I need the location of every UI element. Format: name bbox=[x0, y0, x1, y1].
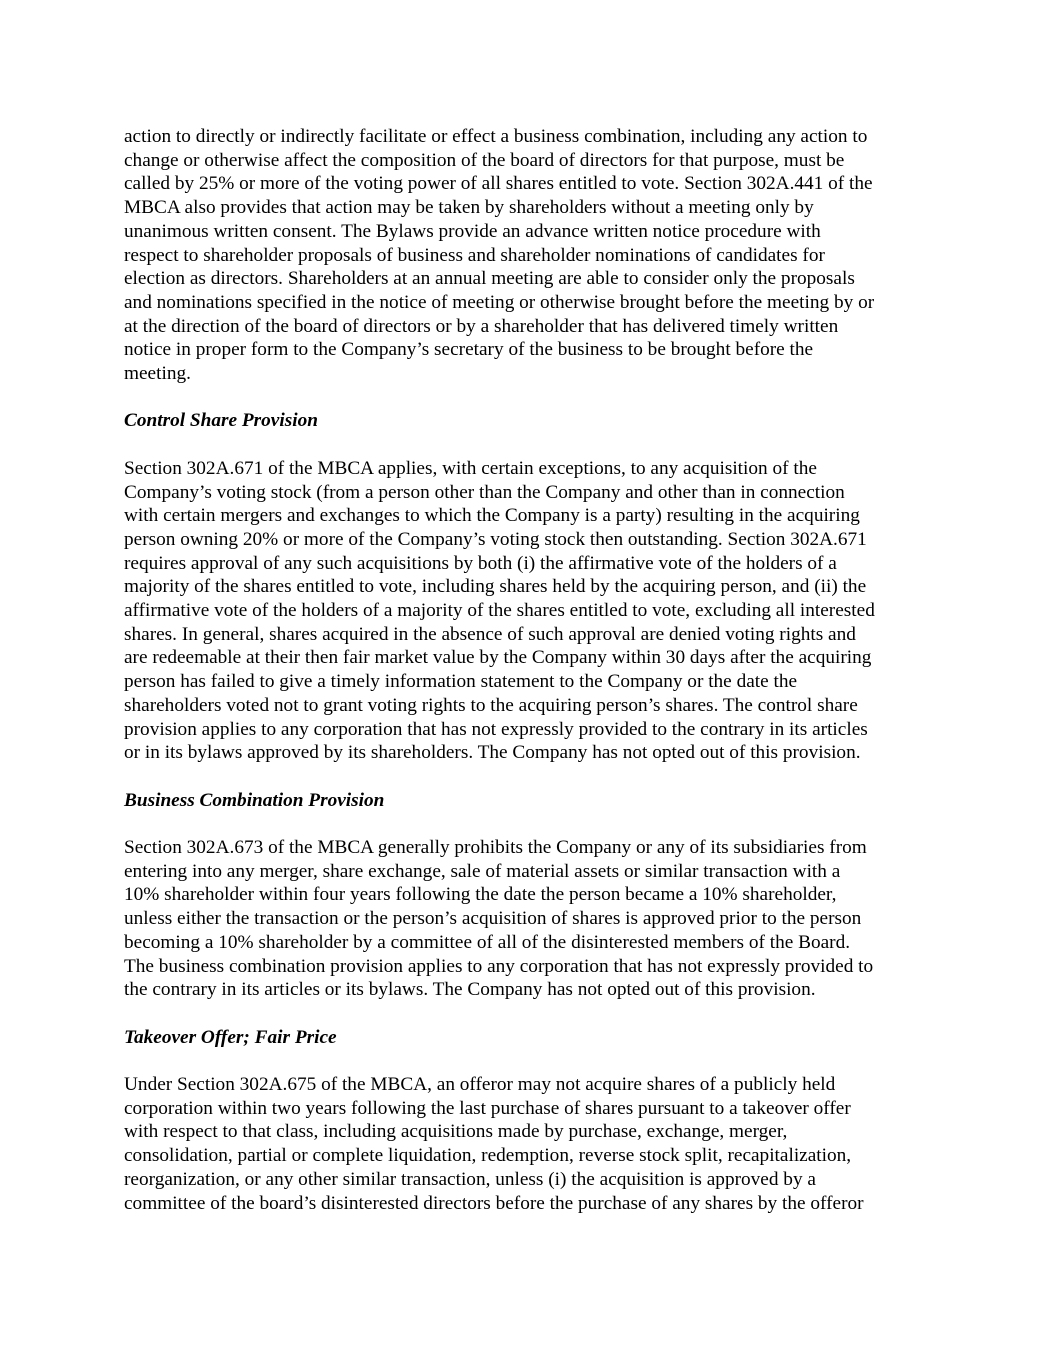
text-line: requires approval of any such acquisitions by both (i) the affirmative vote of the holders of a bbox=[124, 552, 837, 574]
text-line: election as directors. Shareholders at an annual meeting are able to consider only the proposals bbox=[124, 268, 855, 290]
text-line: called by 25% or more of the voting power of all shares entitled to vote. Section 302A.441 of the bbox=[124, 173, 873, 195]
text-line: the contrary in its articles or its bylaws. The Company has not opted out of this provision. bbox=[124, 979, 816, 1001]
section-heading-business-combination: Business Combination Provision bbox=[124, 789, 385, 811]
text-line: shares. In general, shares acquired in the absence of such approval are denied voting rights and bbox=[124, 623, 856, 645]
text-line: respect to shareholder proposals of business and shareholder nominations of candidates for bbox=[124, 244, 825, 266]
text-line: committee of the board’s disinterested directors before the purchase of any shares by the offeror bbox=[124, 1192, 864, 1214]
text-line: majority of the shares entitled to vote, including shares held by the acquiring person, and (ii) the bbox=[124, 576, 867, 598]
text-line: meeting. bbox=[124, 363, 191, 385]
text-line: person has failed to give a timely information statement to the Company or the date the bbox=[124, 671, 798, 693]
text-line: consolidation, partial or complete liquidation, redemption, reverse stock split, recapitalization, bbox=[124, 1145, 852, 1167]
text-line: MBCA also provides that action may be taken by shareholders without a meeting only by bbox=[124, 197, 814, 219]
text-line: or in its bylaws approved by its shareholders. The Company has not opted out of this provision. bbox=[124, 742, 861, 764]
paragraph-business-combination bbox=[124, 836, 934, 1002]
text-line: notice in proper form to the Company’s secretary of the business to be brought before the bbox=[124, 339, 814, 361]
text-line: unless either the transaction or the person’s acquisition of shares is approved prior to the person bbox=[124, 908, 862, 930]
text-line: affirmative vote of the holders of a majority of the shares entitled to vote, excluding all interested bbox=[124, 600, 875, 622]
document-page bbox=[124, 125, 934, 1215]
text-line: unanimous written consent. The Bylaws provide an advance written notice procedure with bbox=[124, 220, 821, 242]
text-line: reorganization, or any other similar transaction, unless (i) the acquisition is approved by a bbox=[124, 1168, 816, 1190]
section-heading-control-share: Control Share Provision bbox=[124, 410, 318, 432]
text-line: entering into any merger, share exchange, sale of material assets or similar transaction with a bbox=[124, 860, 841, 882]
text-line: becoming a 10% shareholder by a committee of all of the disinterested members of the Board. bbox=[124, 931, 851, 953]
section-heading-takeover-offer: Takeover Offer; Fair Price bbox=[124, 1026, 337, 1048]
paragraph-control-share bbox=[124, 457, 934, 765]
text-line: and nominations specified in the notice of meeting or otherwise brought before the meeting by or bbox=[124, 291, 875, 313]
text-line: at the direction of the board of directors or by a shareholder that has delivered timely written bbox=[124, 315, 839, 337]
text-line: Section 302A.673 of the MBCA generally prohibits the Company or any of its subsidiaries from bbox=[124, 837, 867, 859]
text-line: Company’s voting stock (from a person other than the Company and other than in connection bbox=[124, 481, 845, 503]
text-line: with certain mergers and exchanges to which the Company is a party) resulting in the acquiring bbox=[124, 505, 860, 527]
text-line: corporation within two years following the last purchase of shares pursuant to a takeover offer bbox=[124, 1097, 851, 1119]
text-line: person owning 20% or more of the Company’s voting stock then outstanding. Section 302A.671 bbox=[124, 528, 867, 550]
text-line: action to directly or indirectly facilitate or effect a business combination, including any action to bbox=[124, 126, 868, 147]
text-line: change or otherwise affect the composition of the board of directors for that purpose, must be bbox=[124, 149, 845, 171]
paragraph-shareholder-meetings bbox=[124, 125, 934, 386]
text-line: Under Section 302A.675 of the MBCA, an offeror may not acquire shares of a publicly held bbox=[124, 1074, 836, 1096]
text-line: 10% shareholder within four years following the date the person became a 10% shareholder, bbox=[124, 884, 837, 906]
text-line: shareholders voted not to grant voting rights to the acquiring person’s shares. The control share bbox=[124, 694, 858, 716]
text-line: The business combination provision applies to any corporation that has not expressly provided to bbox=[124, 955, 874, 977]
paragraph-takeover-offer bbox=[124, 1073, 934, 1215]
text-line: with respect to that class, including acquisitions made by purchase, exchange, merger, bbox=[124, 1121, 788, 1143]
text-line: Section 302A.671 of the MBCA applies, with certain exceptions, to any acquisition of the bbox=[124, 457, 817, 479]
text-line: provision applies to any corporation that has not expressly provided to the contrary in its articles bbox=[124, 718, 868, 740]
text-line: are redeemable at their then fair market value by the Company within 30 days after the acquiring bbox=[124, 647, 872, 669]
